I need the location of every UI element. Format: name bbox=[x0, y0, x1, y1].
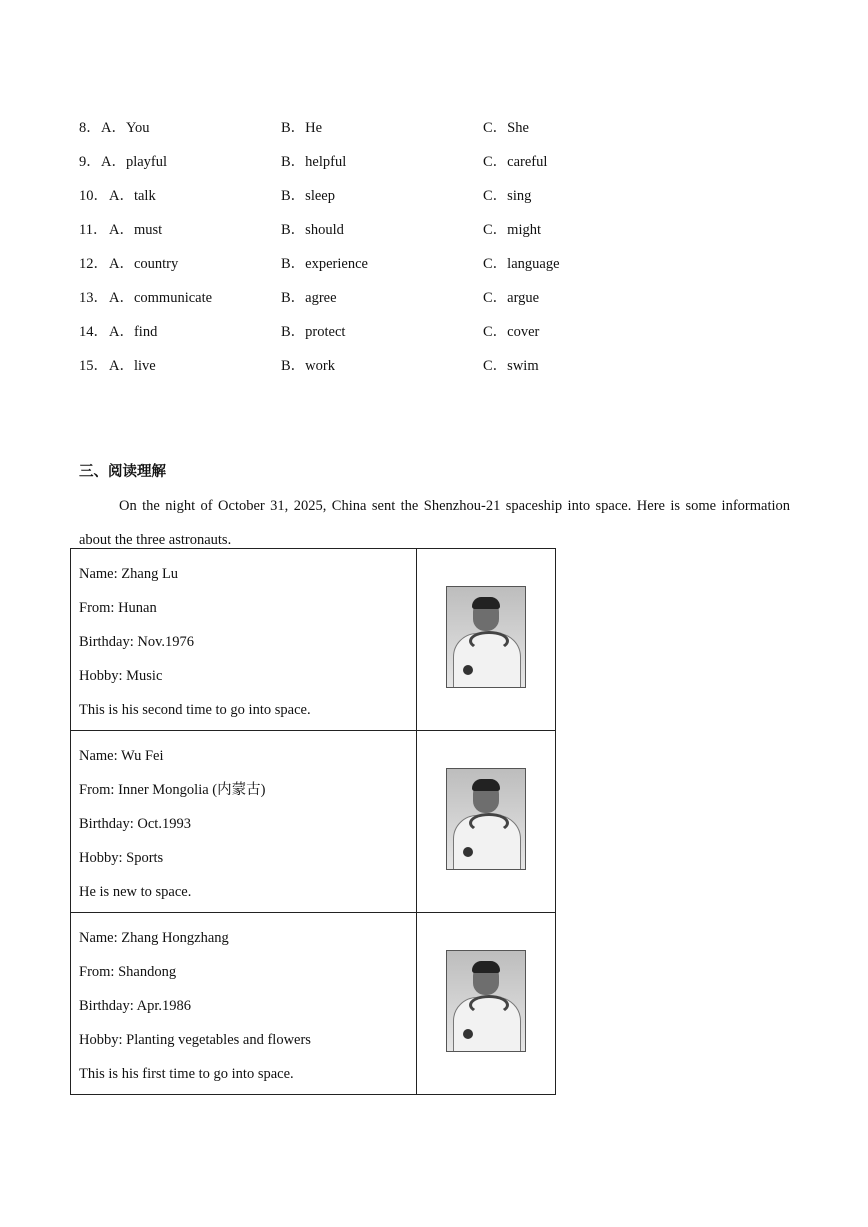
passage-text: On the night of October 31, 2025, China sent the Shenzhou-21 spaceship into space. Here is some information about the three astronauts. bbox=[79, 498, 790, 548]
astronaut-hobby: Hobby: Music bbox=[79, 668, 163, 684]
question-row bbox=[0, 116, 868, 150]
astronaut-note: This is his first time to go into space. bbox=[79, 1066, 294, 1082]
table-row bbox=[71, 913, 556, 1095]
question-row bbox=[0, 354, 868, 388]
option-a: A．country bbox=[109, 256, 179, 272]
option-c: C．careful bbox=[483, 154, 548, 170]
astronaut-portrait bbox=[446, 768, 526, 870]
astronaut-note: This is his second time to go into space. bbox=[79, 702, 311, 718]
option-b: B．experience bbox=[281, 256, 368, 272]
question-number: 10． bbox=[79, 188, 108, 204]
astronaut-photo-cell bbox=[417, 913, 556, 1095]
option-a: A．playful bbox=[101, 154, 168, 170]
question-number: 12． bbox=[79, 256, 108, 272]
option-c: C．might bbox=[483, 222, 542, 238]
astronaut-info-cell bbox=[71, 731, 417, 913]
question-number: 11． bbox=[79, 222, 108, 238]
option-c: C．cover bbox=[483, 324, 540, 340]
astronaut-hobby: Hobby: Planting vegetables and flowers bbox=[79, 1032, 311, 1048]
section-title: 三、阅读理解 bbox=[79, 464, 166, 480]
option-c: C．swim bbox=[483, 358, 539, 374]
question-row bbox=[0, 286, 868, 320]
option-c: C．She bbox=[483, 120, 529, 136]
astronaut-name: Name: Zhang Lu bbox=[79, 566, 179, 582]
question-row bbox=[0, 320, 868, 354]
question-number: 15． bbox=[79, 358, 108, 374]
astronaut-table bbox=[70, 548, 556, 1095]
astronaut-from: From: Shandong bbox=[79, 964, 177, 980]
table-row bbox=[71, 731, 556, 913]
option-a: A．find bbox=[109, 324, 158, 340]
option-b: B．sleep bbox=[281, 188, 335, 204]
question-row bbox=[0, 218, 868, 252]
option-c: C．argue bbox=[483, 290, 540, 306]
astronaut-birthday: Birthday: Oct.1993 bbox=[79, 816, 191, 832]
option-b: B．agree bbox=[281, 290, 337, 306]
question-number: 8． bbox=[79, 120, 101, 136]
option-b: B．work bbox=[281, 358, 335, 374]
astronaut-name: Name: Wu Fei bbox=[79, 748, 164, 764]
astronaut-portrait bbox=[446, 950, 526, 1052]
option-c: C．language bbox=[483, 256, 560, 272]
option-a: A．communicate bbox=[109, 290, 213, 306]
question-row bbox=[0, 252, 868, 286]
option-b: B．should bbox=[281, 222, 344, 238]
astronaut-note: He is new to space. bbox=[79, 884, 192, 900]
option-b: B．helpful bbox=[281, 154, 347, 170]
question-number: 9． bbox=[79, 154, 101, 170]
astronaut-name: Name: Zhang Hongzhang bbox=[79, 930, 229, 946]
astronaut-portrait bbox=[446, 586, 526, 688]
option-a: A．must bbox=[109, 222, 163, 238]
astronaut-from: From: Hunan bbox=[79, 600, 157, 616]
astronaut-birthday: Birthday: Nov.1976 bbox=[79, 634, 195, 650]
astronaut-birthday: Birthday: Apr.1986 bbox=[79, 998, 191, 1014]
option-b: B．He bbox=[281, 120, 323, 136]
question-number: 14． bbox=[79, 324, 108, 340]
option-a: A．live bbox=[109, 358, 156, 374]
astronaut-info-cell bbox=[71, 549, 417, 731]
question-row bbox=[0, 150, 868, 184]
option-a: A．You bbox=[101, 120, 150, 136]
option-c: C．sing bbox=[483, 188, 532, 204]
astronaut-hobby: Hobby: Sports bbox=[79, 850, 164, 866]
astronaut-from: From: Inner Mongolia (内蒙古) bbox=[79, 782, 266, 798]
astronaut-photo-cell bbox=[417, 549, 556, 731]
astronaut-photo-cell bbox=[417, 731, 556, 913]
question-row bbox=[0, 184, 868, 218]
table-row bbox=[71, 549, 556, 731]
option-b: B．protect bbox=[281, 324, 346, 340]
option-a: A．talk bbox=[109, 188, 156, 204]
question-number: 13． bbox=[79, 290, 108, 306]
astronaut-info-cell bbox=[71, 913, 417, 1095]
